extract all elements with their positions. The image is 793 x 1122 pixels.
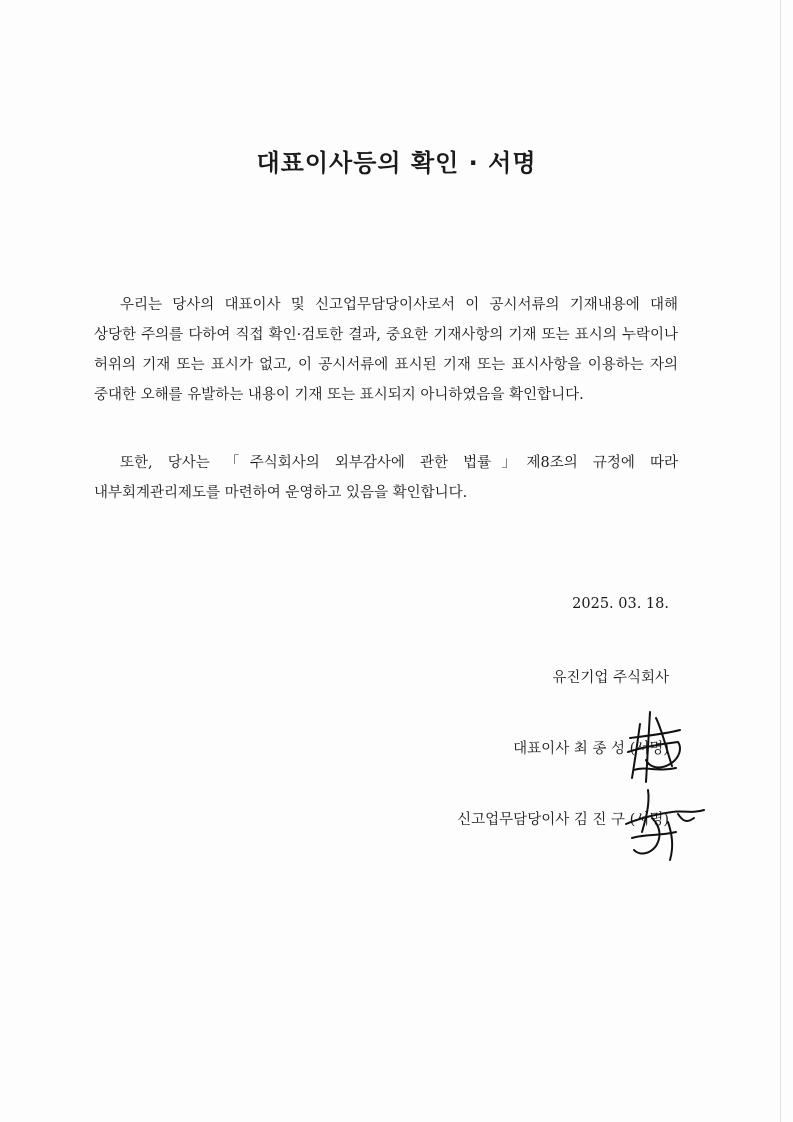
ceo-signature-icon: [610, 708, 700, 788]
confirmation-paragraph: 우리는 당사의 대표이사 및 신고업무담당이사로서 이 공시서류의 기재내용에 대해 상당한 주의를 다하여 직접 확인·검토한 결과, 중요한 기재사항의 기재 또는 표시의 누락이나 허위의 기재 또는 표시가 없고, 이 공시서류에 표시된 기재 또는 표시사항을 이용하는 자의 중대한 오해를 유발하는 내용이 기재 또는 표시되지 아니하였음을 확인합니다.: [94, 297, 678, 403]
document-date: 2025. 03. 18.: [572, 596, 669, 612]
page-title: 대표이사등의 확인 · 서명: [256, 149, 537, 177]
ceo-signatory-line: 대표이사 최 종 성 (서명): [513, 741, 669, 757]
officer-signatory-line: 신고업무담당이사 김 진 구 (서명): [457, 812, 669, 828]
company-name: 유진기업 주식회사: [552, 670, 669, 686]
officer-signature-icon: [612, 784, 712, 864]
internal-control-paragraph: 또한, 당사는 「주식회사의 외부감사에 관한 법률」제8조의 규정에 따라 내부회계관리제도를 마련하여 운영하고 있음을 확인합니다.: [94, 455, 678, 501]
